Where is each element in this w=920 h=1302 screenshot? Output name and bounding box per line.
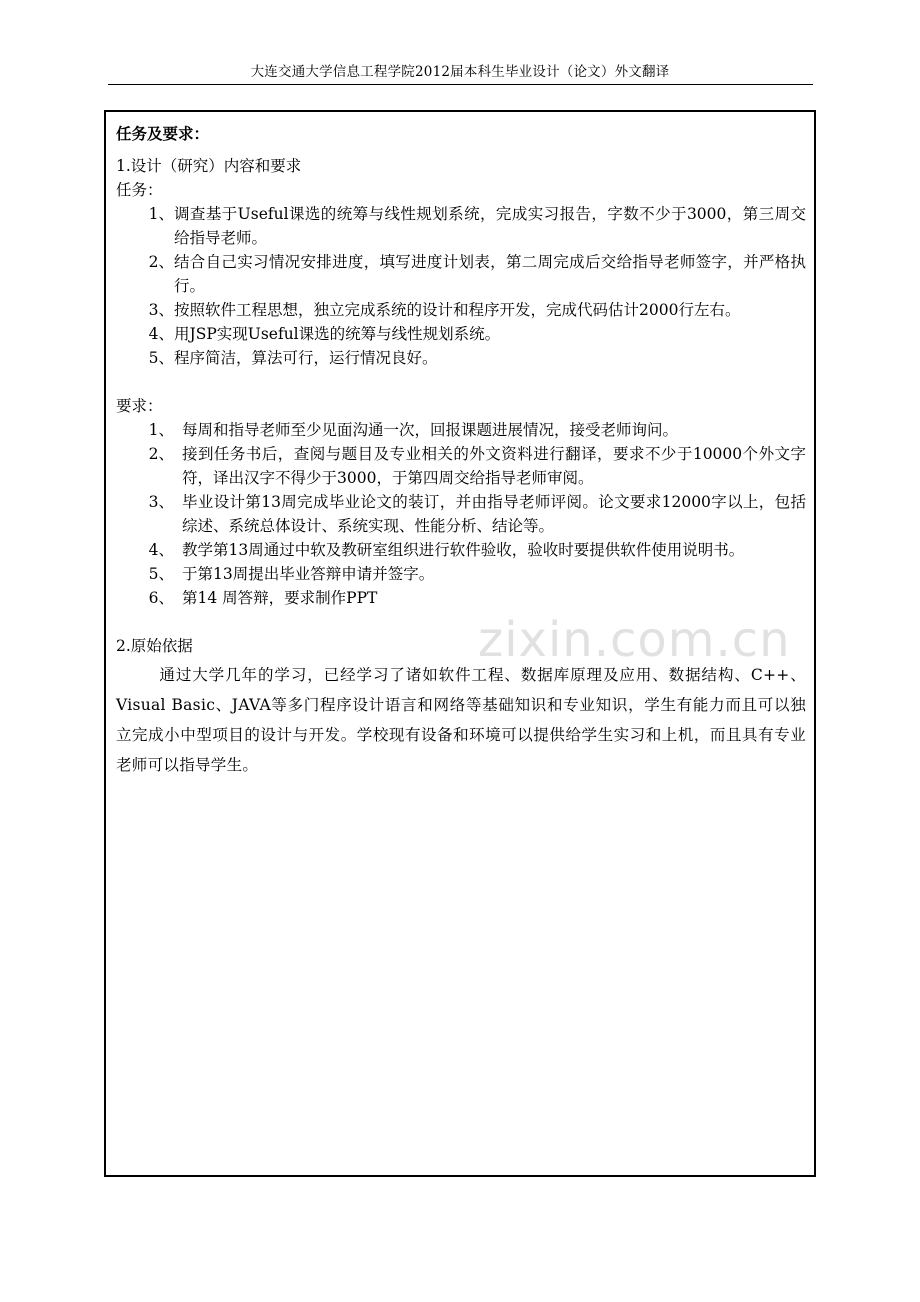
requirements-label: 要求： bbox=[116, 397, 163, 415]
item-text: 按照软件工程思想，独立完成系统的设计和程序开发，完成代码估计2000行左右。 bbox=[174, 301, 741, 319]
watermark: zixin.com.cn bbox=[478, 612, 791, 668]
item-text: 毕业设计第13周完成毕业论文的装订，并由指导老师评阅。论文要求12000字以上，包括综述、系统总体设计、系统实现、性能分析、结论等。 bbox=[182, 493, 806, 535]
list-item bbox=[116, 346, 810, 370]
item-number: 1、 bbox=[148, 421, 174, 439]
part2-heading: 2.原始依据 bbox=[116, 637, 193, 655]
item-text: 第14 周答辩，要求制作PPT bbox=[182, 589, 378, 607]
item-text: 于第13周提出毕业答辩申请并签字。 bbox=[182, 565, 435, 583]
list-item bbox=[116, 442, 810, 490]
item-number: 2、 bbox=[148, 445, 174, 463]
item-text: 用JSP实现Useful课选的统筹与线性规划系统。 bbox=[174, 325, 501, 343]
list-item bbox=[116, 586, 810, 610]
requirements-list bbox=[116, 418, 810, 610]
list-item bbox=[116, 322, 810, 346]
item-text: 教学第13周通过中软及教研室组织进行软件验收，验收时要提供软件使用说明书。 bbox=[182, 541, 745, 559]
list-item bbox=[116, 298, 810, 322]
tasks-list bbox=[116, 202, 810, 370]
list-item bbox=[116, 538, 810, 562]
item-text: 调查基于Useful课选的统筹与线性规划系统，完成实习报告，字数不少于3000，第三周交给指导老师。 bbox=[174, 205, 806, 247]
item-number: 3、 bbox=[148, 301, 174, 319]
list-item bbox=[116, 418, 810, 442]
item-number: 4、 bbox=[148, 541, 174, 559]
task-content bbox=[116, 122, 810, 780]
list-item bbox=[116, 202, 810, 250]
item-text: 接到任务书后，查阅与题目及专业相关的外文资料进行翻译，要求不少于10000个外文字符，译出汉字不得少于3000，于第四周交给指导老师审阅。 bbox=[182, 445, 806, 487]
item-number: 6、 bbox=[148, 589, 174, 607]
list-item bbox=[116, 250, 810, 298]
item-number: 5、 bbox=[148, 349, 174, 367]
section-title: 任务及要求： bbox=[116, 125, 210, 143]
spacer bbox=[116, 370, 810, 394]
item-number: 4、 bbox=[148, 325, 174, 343]
part1-heading: 1.设计（研究）内容和要求 bbox=[116, 157, 302, 175]
item-text: 结合自己实习情况安排进度，填写进度计划表，第二周完成后交给指导老师签字，并严格执行。 bbox=[174, 253, 806, 295]
item-text: 每周和指导老师至少见面沟通一次，回报课题进展情况，接受老师询问。 bbox=[182, 421, 679, 439]
list-item bbox=[116, 562, 810, 586]
part2-paragraph: 通过大学几年的学习，已经学习了诸如软件工程、数据库原理及应用、数据结构、C++、Visual Basic、JAVA等多门程序设计语言和网络等基础知识和专业知识，学生有能力而且可以独立完成小中型项目的设计与开发。学校现有设备和环境可以提供给学生实习和上机，而且具有专业老师可以指导学生。 bbox=[116, 666, 806, 774]
list-item bbox=[116, 490, 810, 538]
item-number: 5、 bbox=[148, 565, 174, 583]
tasks-label: 任务： bbox=[116, 181, 163, 199]
item-number: 2、 bbox=[148, 253, 174, 271]
item-number: 3、 bbox=[148, 493, 174, 511]
header-rule bbox=[108, 84, 813, 85]
item-number: 1、 bbox=[148, 205, 174, 223]
item-text: 程序简洁，算法可行，运行情况良好。 bbox=[174, 349, 438, 367]
page-header: 大连交通大学信息工程学院2012届本科生毕业设计（论文）外文翻译 bbox=[250, 64, 670, 80]
